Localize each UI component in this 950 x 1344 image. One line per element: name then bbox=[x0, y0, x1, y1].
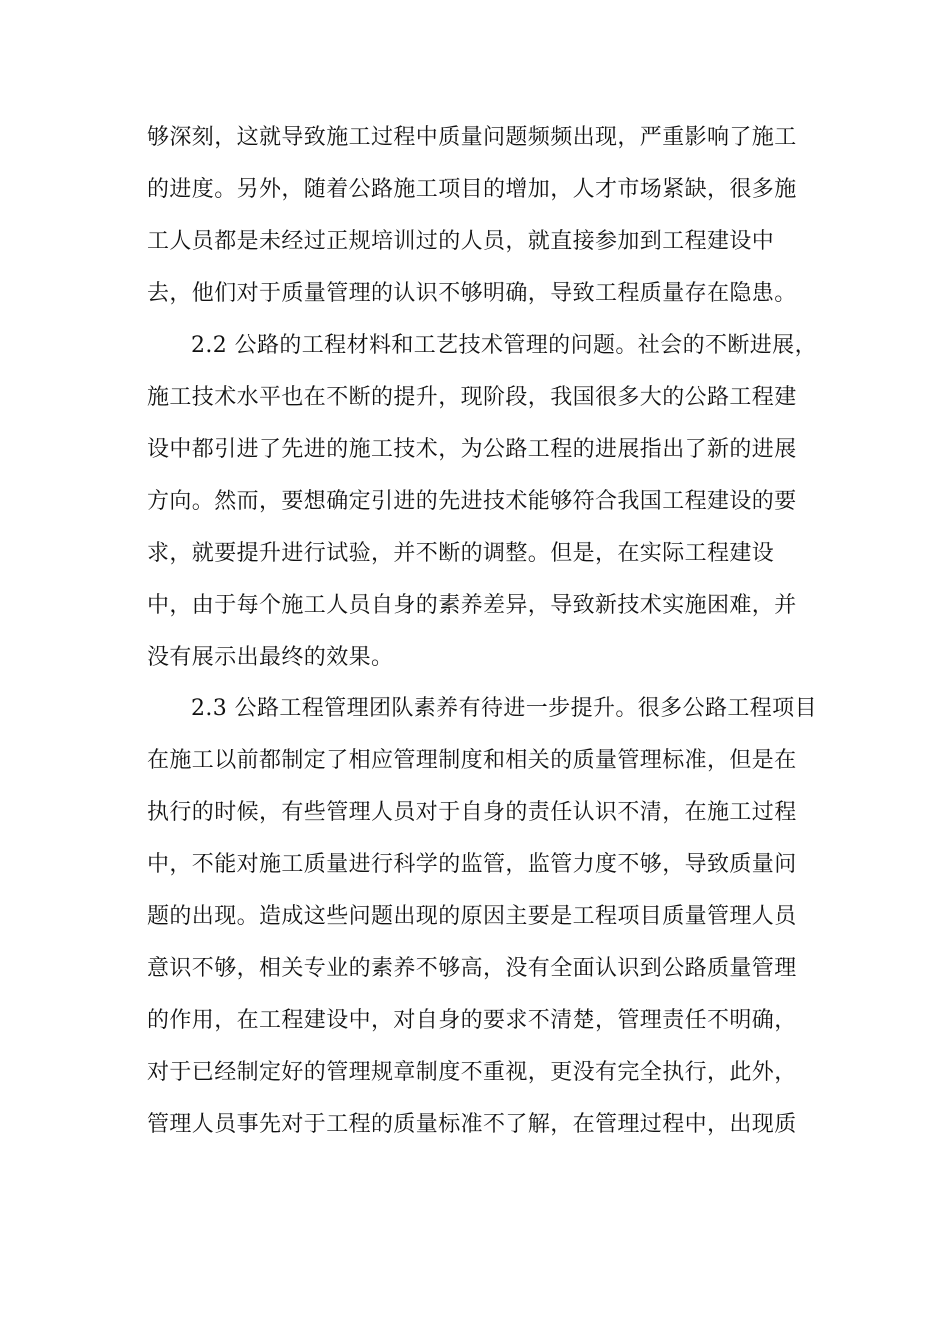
text-line: 够深刻，这就导致施工过程中质量问题频频出现，严重影响了施工 bbox=[147, 125, 797, 150]
text-line: 执行的时候，有些管理人员对于自身的责任认识不清，在施工过程 bbox=[147, 800, 797, 825]
text-line: 对于已经制定好的管理规章制度不重视，更没有完全执行，此外， bbox=[147, 1060, 797, 1085]
text-line: 意识不够，相关专业的素养不够高，没有全面认识到公路质量管理 bbox=[147, 956, 797, 981]
text-line: 施工技术水平也在不断的提升，现阶段，我国很多大的公路工程建 bbox=[147, 385, 797, 410]
text-line: 题的出现。造成这些问题出现的原因主要是工程项目质量管理人员 bbox=[147, 904, 797, 929]
text-line: 2.3 公路工程管理团队素养有待进一步提升。很多公路工程项目 bbox=[191, 696, 817, 721]
text-line: 在施工以前都制定了相应管理制度和相关的质量管理标准，但是在 bbox=[147, 748, 797, 773]
text-line: 中，不能对施工质量进行科学的监管，监管力度不够，导致质量问 bbox=[147, 852, 797, 877]
text-line: 2.2 公路的工程材料和工艺技术管理的问题。社会的不断进展， bbox=[191, 333, 817, 358]
text-line: 去，他们对于质量管理的认识不够明确，导致工程质量存在隐患。 bbox=[147, 281, 797, 306]
text-line: 的作用，在工程建设中，对自身的要求不清楚，管理责任不明确， bbox=[147, 1008, 797, 1033]
text-line: 没有展示出最终的效果。 bbox=[147, 645, 394, 670]
text-line: 工人员都是未经过正规培训过的人员，就直接参加到工程建设中 bbox=[147, 229, 775, 254]
text-line: 设中都引进了先进的施工技术，为公路工程的进展指出了新的进展 bbox=[147, 437, 797, 462]
text-line: 中，由于每个施工人员自身的素养差异，导致新技术实施困难，并 bbox=[147, 593, 797, 618]
text-line: 管理人员事先对于工程的质量标准不了解，在管理过程中，出现质 bbox=[147, 1112, 797, 1137]
text-line: 方向。然而，要想确定引进的先进技术能够符合我国工程建设的要 bbox=[147, 489, 797, 514]
text-line: 的进度。另外，随着公路施工项目的增加，人才市场紧缺，很多施 bbox=[147, 177, 797, 202]
text-line: 求，就要提升进行试验，并不断的调整。但是，在实际工程建设 bbox=[147, 541, 775, 566]
